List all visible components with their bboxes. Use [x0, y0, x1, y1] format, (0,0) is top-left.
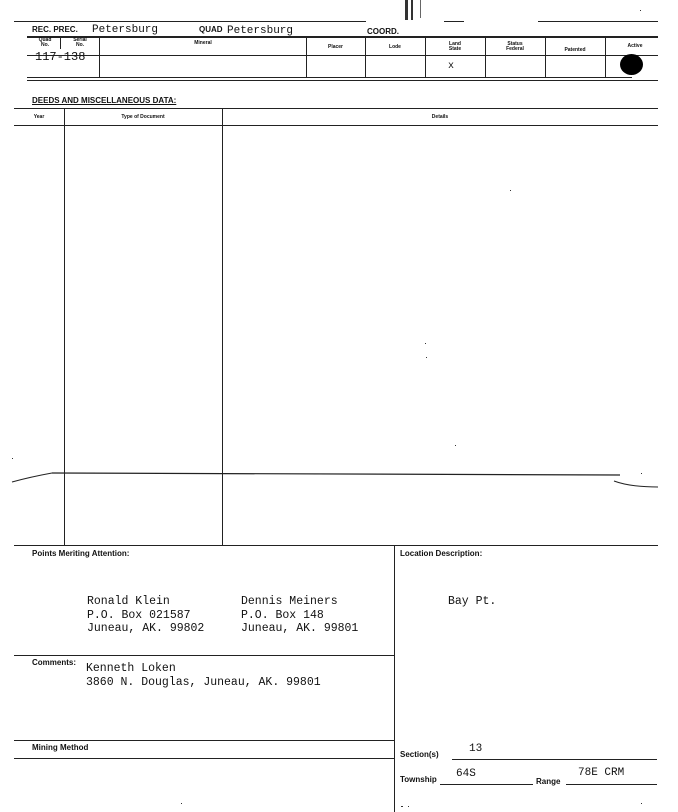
claim-col-divider [605, 37, 606, 77]
claim-table-top-rule [27, 36, 658, 38]
claim-col-divider [545, 37, 546, 77]
mining-method-rule [14, 740, 394, 741]
section-value: 13 [469, 743, 483, 755]
range-value: 78E CRM [578, 767, 625, 779]
coord-label: COORD. [367, 27, 399, 36]
township-label: Township [400, 775, 437, 784]
scan-mark [411, 0, 413, 20]
range-underline [566, 784, 657, 785]
claim-table-bottom-rule [27, 80, 658, 81]
claim-table-header-rule [27, 55, 658, 56]
col-year: Year [33, 114, 45, 120]
col-active: Active [627, 43, 643, 49]
fold-line [0, 465, 678, 495]
contact-ronald-klein: Ronald Klein P.O. Box 021587 Juneau, AK. 99802 [87, 595, 205, 635]
claim-table-bottom-rule [27, 77, 632, 78]
header-top-rule [14, 21, 366, 22]
col-status-federal: Status Federal [506, 41, 524, 52]
bottom-block-divider [394, 545, 395, 812]
col-patented: Patented [564, 47, 586, 53]
scan-speck [455, 445, 456, 446]
header-top-rule [444, 21, 464, 22]
header-top-rule [538, 21, 658, 22]
scan-speck [426, 357, 427, 358]
scan-speck [510, 190, 511, 191]
comments-text: Kenneth Loken 3860 N. Douglas, Juneau, AK. 99801 [86, 662, 321, 689]
active-ink-blot [620, 54, 643, 75]
section-label: Section(s) [400, 750, 439, 759]
quad-value: Petersburg [227, 25, 294, 37]
deeds-header-rule [14, 125, 658, 126]
quad-serial-value: 117-138 [35, 50, 86, 64]
rec-prec-label: REC. PREC. [32, 25, 78, 34]
location-description-label: Location Description: [400, 549, 483, 558]
mining-method-label: Mining Method [32, 743, 89, 752]
township-underline [440, 784, 533, 785]
col-placer: Placer [327, 44, 343, 50]
col-type-of-document: Type of Document [121, 114, 165, 120]
township-value: 64S [456, 768, 476, 780]
bottom-block-top-rule [14, 545, 658, 546]
comments-rule [14, 655, 394, 656]
col-serial-no: Serial No. [73, 37, 87, 48]
section-underline [452, 759, 657, 760]
scan-speck [640, 10, 641, 11]
scan-speck [408, 806, 409, 807]
scan-mark [405, 0, 408, 20]
col-details: Details [431, 114, 449, 120]
scan-speck [641, 473, 642, 474]
contact-dennis-meiners: Dennis Meiners P.O. Box 148 Juneau, AK. 99801 [241, 595, 359, 635]
points-label: Points Meriting Attention: [32, 549, 130, 558]
quad-label: QUAD [199, 25, 223, 34]
mining-method-rule [14, 758, 394, 759]
col-lode: Lode [389, 44, 401, 50]
deeds-top-rule [14, 108, 658, 109]
scan-mark [420, 0, 421, 18]
scan-speck [425, 343, 426, 344]
rec-prec-value: Petersburg [92, 24, 159, 36]
range-label: Range [536, 777, 561, 786]
deeds-title: DEEDS AND MISCELLANEOUS DATA: [32, 96, 177, 105]
land-state-mark: x [448, 61, 455, 72]
comments-label: Comments: [32, 658, 77, 667]
scan-speck [12, 458, 13, 459]
claim-col-divider [306, 37, 307, 77]
col-land-state: Land State [448, 41, 462, 52]
scan-speck [641, 803, 642, 804]
location-description-value: Bay Pt. [448, 595, 497, 608]
scan-speck [401, 806, 403, 807]
claim-col-divider [365, 37, 366, 77]
scan-speck [181, 803, 182, 804]
col-mineral: Mineral [194, 40, 212, 46]
col-quad-no: Quad No. [38, 37, 52, 48]
